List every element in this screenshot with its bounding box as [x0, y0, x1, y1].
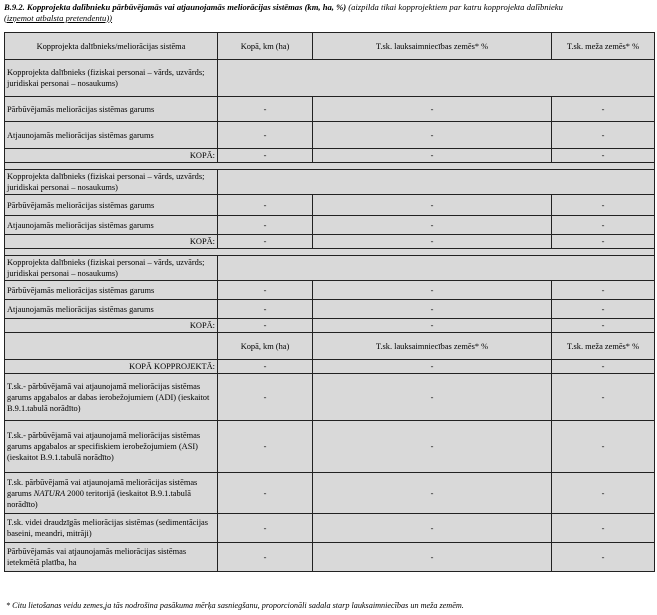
- rebuilt-agri[interactable]: -: [313, 97, 552, 122]
- project-total-row: [5, 360, 655, 374]
- eco-row: [5, 514, 655, 543]
- project-total-label: KOPĀ KOPPROJEKTĀ:: [5, 360, 218, 374]
- natura-suffix: 2000 teritorijā (ieskaitot B.9.1.tabulā norādīto): [7, 488, 191, 509]
- rebuilt-row: [5, 281, 655, 300]
- title-note-line2: (izņemot atbalsta pretendentu)): [4, 12, 113, 23]
- area-agri[interactable]: -: [313, 543, 552, 572]
- rebuilt-row: [5, 97, 655, 122]
- renewed-label: Atjaunojamās meliorācijas sistēmas garums: [5, 122, 218, 149]
- rebuilt-forest[interactable]: -: [552, 97, 655, 122]
- asi-total[interactable]: -: [218, 421, 313, 473]
- participants-table: [4, 32, 655, 572]
- renewed-row: [5, 216, 655, 235]
- area-label: Pārbūvējamās vai atjaunojamās meliorācijas sistēmas ietekmētā platība, ha: [5, 543, 218, 572]
- eco-forest[interactable]: -: [552, 514, 655, 543]
- renewed-row: [5, 122, 655, 149]
- participant-row: [5, 170, 655, 195]
- area-forest[interactable]: -: [552, 543, 655, 572]
- rebuilt-total[interactable]: -: [218, 97, 313, 122]
- spacer-row: [5, 163, 655, 170]
- total-row: [5, 319, 655, 333]
- rebuilt-total[interactable]: -: [218, 195, 313, 216]
- area-total[interactable]: -: [218, 543, 313, 572]
- participant-label: Kopprojekta dalībnieks (fiziskai personai – vārds, uzvārds; juridiskai personai – nosaukums): [5, 256, 218, 281]
- renewed-label: Atjaunojamās meliorācijas sistēmas garums: [5, 216, 218, 235]
- rebuilt-agri[interactable]: -: [313, 195, 552, 216]
- title-note: (aizpilda tikai kopprojektiem par katru kopprojekta dalībnieku: [346, 2, 563, 12]
- total-total[interactable]: -: [218, 319, 313, 333]
- adi-forest[interactable]: -: [552, 374, 655, 421]
- renewed-total[interactable]: -: [218, 300, 313, 319]
- participant-row: [5, 60, 655, 97]
- renewed-agri[interactable]: -: [313, 122, 552, 149]
- header-col-forest: T.sk. meža zemēs* %: [552, 33, 655, 60]
- adi-label: T.sk.- pārbūvējamā vai atjaunojamā meliorācijas sistēmas garums apgabalos ar dabas ierobežojumiem (ADI) (ieskaitot B.9.1.tabulā norādīto): [5, 374, 218, 421]
- table-title: [4, 2, 654, 23]
- natura-forest[interactable]: -: [552, 473, 655, 514]
- renewed-agri[interactable]: -: [313, 300, 552, 319]
- summary-header-forest: T.sk. meža zemēs* %: [552, 333, 655, 360]
- asi-agri[interactable]: -: [313, 421, 552, 473]
- eco-agri[interactable]: -: [313, 514, 552, 543]
- project-total-total[interactable]: -: [218, 360, 313, 374]
- spacer: [5, 249, 655, 256]
- rebuilt-row: [5, 195, 655, 216]
- rebuilt-label: Pārbūvējamās meliorācijas sistēmas garums: [5, 195, 218, 216]
- project-total-agri[interactable]: -: [313, 360, 552, 374]
- asi-forest[interactable]: -: [552, 421, 655, 473]
- rebuilt-forest[interactable]: -: [552, 281, 655, 300]
- rebuilt-label: Pārbūvējamās meliorācijas sistēmas garums: [5, 97, 218, 122]
- natura-label: [5, 473, 218, 514]
- summary-header-empty: [5, 333, 218, 360]
- project-total-forest[interactable]: -: [552, 360, 655, 374]
- asi-row: [5, 421, 655, 473]
- rebuilt-forest[interactable]: -: [552, 195, 655, 216]
- rebuilt-total[interactable]: -: [218, 281, 313, 300]
- total-forest[interactable]: -: [552, 149, 655, 163]
- total-forest[interactable]: -: [552, 235, 655, 249]
- rebuilt-label: Pārbūvējamās meliorācijas sistēmas garums: [5, 281, 218, 300]
- renewed-label: Atjaunojamās meliorācijas sistēmas garums: [5, 300, 218, 319]
- total-label: KOPĀ:: [5, 235, 218, 249]
- total-label: KOPĀ:: [5, 319, 218, 333]
- renewed-agri[interactable]: -: [313, 216, 552, 235]
- renewed-forest[interactable]: -: [552, 300, 655, 319]
- adi-total[interactable]: -: [218, 374, 313, 421]
- rebuilt-agri[interactable]: -: [313, 281, 552, 300]
- header-col-total: Kopā, km (ha): [218, 33, 313, 60]
- eco-total[interactable]: -: [218, 514, 313, 543]
- summary-header-agri: T.sk. lauksaimniecības zemēs* %: [313, 333, 552, 360]
- participant-row: [5, 256, 655, 281]
- total-total[interactable]: -: [218, 149, 313, 163]
- natura-agri[interactable]: -: [313, 473, 552, 514]
- spacer-row: [5, 249, 655, 256]
- renewed-forest[interactable]: -: [552, 216, 655, 235]
- total-total[interactable]: -: [218, 235, 313, 249]
- natura-prefix: T.sk. pārbūvējamā vai atjaunojamā meliorācijas sistēmas garums: [7, 477, 198, 498]
- header-col-participant: Kopprojekta dalībnieks/meliorācijas sistēma: [5, 33, 218, 60]
- total-label: KOPĀ:: [5, 149, 218, 163]
- total-row: [5, 235, 655, 249]
- footnote: * Citu lietošanas veidu zemes,ja tās nodrošina pasākuma mērķa sasniegšanu, proporcionāli sadala starp lauksaimniecības un meža zemēm.: [6, 601, 464, 610]
- renewed-row: [5, 300, 655, 319]
- participant-label: Kopprojekta dalībnieks (fiziskai personai – vārds, uzvārds; juridiskai personai – nosaukums): [5, 170, 218, 195]
- renewed-total[interactable]: -: [218, 122, 313, 149]
- adi-agri[interactable]: -: [313, 374, 552, 421]
- area-row: [5, 543, 655, 572]
- natura-word: NATURA: [33, 488, 66, 498]
- summary-header-row: [5, 333, 655, 360]
- participant-name-cell[interactable]: [218, 60, 655, 97]
- total-agri[interactable]: -: [313, 235, 552, 249]
- renewed-forest[interactable]: -: [552, 122, 655, 149]
- natura-total[interactable]: -: [218, 473, 313, 514]
- participant-name-cell[interactable]: [218, 256, 655, 281]
- total-forest[interactable]: -: [552, 319, 655, 333]
- renewed-total[interactable]: -: [218, 216, 313, 235]
- spacer: [5, 163, 655, 170]
- asi-label: T.sk.- pārbūvējamā vai atjaunojamā meliorācijas sistēmas garums apgabalos ar specifiskiem ierobežojumiem (ASI) (ieskaitot B.9.1.tabulā norādīto): [5, 421, 218, 473]
- participant-label: Kopprojekta dalībnieks (fiziskai personai – vārds, uzvārds; juridiskai personai – nosaukums): [5, 60, 218, 97]
- natura-row: [5, 473, 655, 514]
- total-agri[interactable]: -: [313, 149, 552, 163]
- header-col-agri: T.sk. lauksaimniecības zemēs* %: [313, 33, 552, 60]
- eco-label: T.sk. videi draudzīgās meliorācijas sistēmas (sedimentācijas baseini, meandri, mitrāji): [5, 514, 218, 543]
- total-agri[interactable]: -: [313, 319, 552, 333]
- participant-name-cell[interactable]: [218, 170, 655, 195]
- title-bold: B.9.2. Kopprojekta dalībnieku pārbūvējamās vai atjaunojamās meliorācijas sistēmas (km, ha, %): [4, 2, 347, 12]
- adi-row: [5, 374, 655, 421]
- summary-header-total: Kopā, km (ha): [218, 333, 313, 360]
- total-row: [5, 149, 655, 163]
- header-row: [5, 33, 655, 60]
